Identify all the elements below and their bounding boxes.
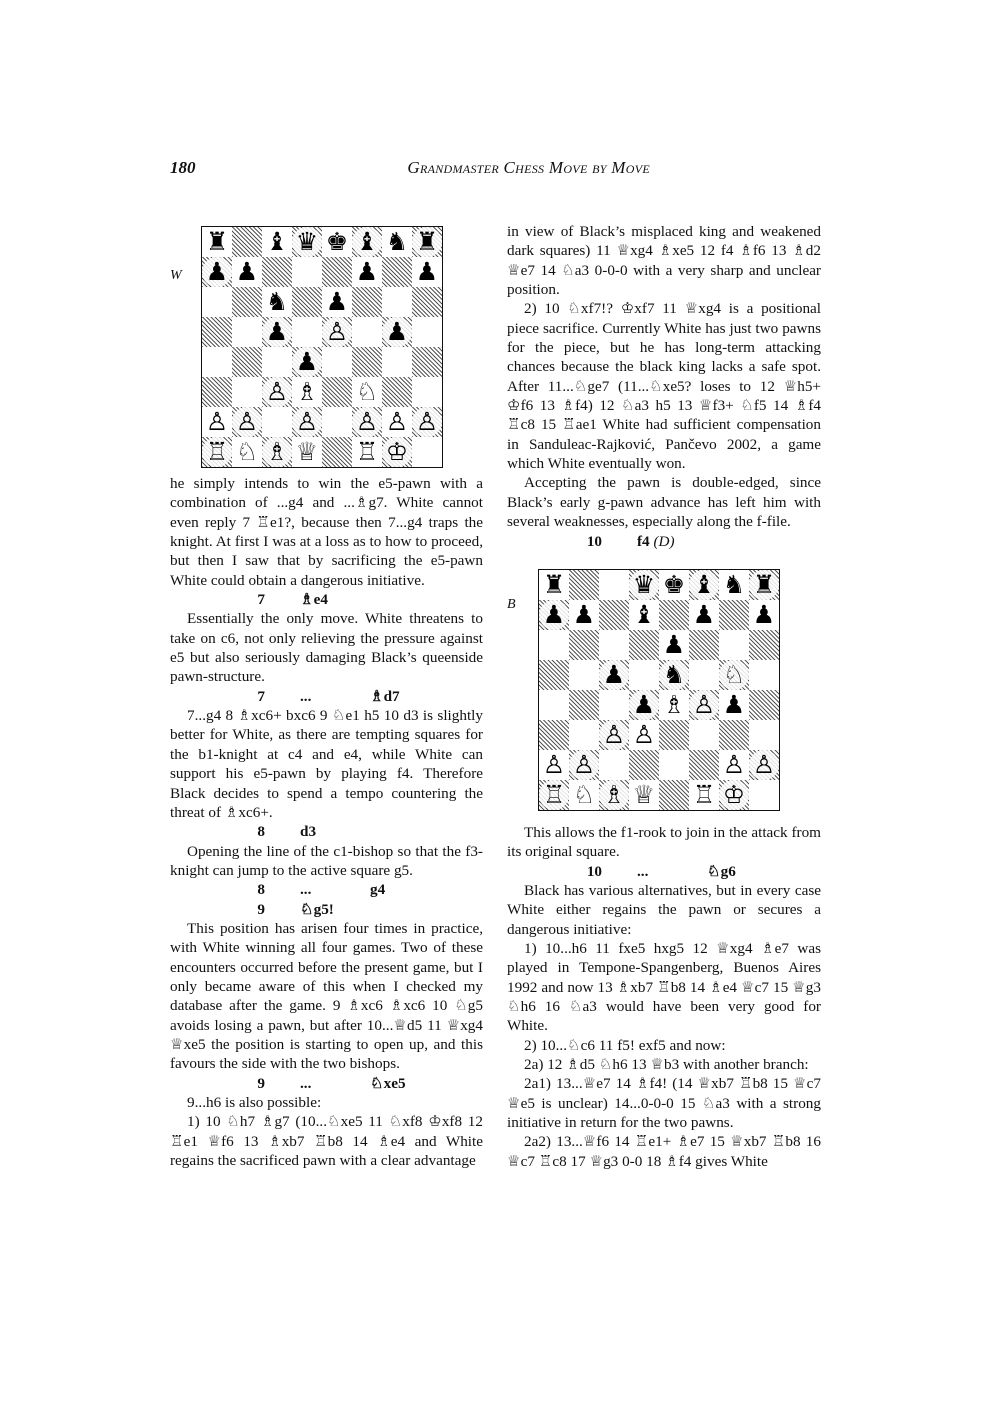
board-square xyxy=(689,660,719,690)
move-line xyxy=(170,880,483,899)
black-pawn-icon: ♟ xyxy=(662,629,686,659)
board-square xyxy=(539,630,569,660)
board-square xyxy=(292,437,322,467)
white-move: ♗e4 xyxy=(300,591,328,609)
board-square xyxy=(232,227,262,257)
black-pawn-icon: ♟ xyxy=(235,257,259,286)
board-square xyxy=(382,227,412,257)
board-square xyxy=(412,347,442,377)
white-pawn-icon: ♙ xyxy=(385,407,409,436)
white-pawn-icon: ♙ xyxy=(569,750,599,780)
board-square xyxy=(539,660,569,690)
black-king-icon: ♚ xyxy=(325,227,349,256)
board-square xyxy=(232,287,262,317)
paragraph: Opening the line of the c1-bishop so that the f3-knight can jump to the active square g5. xyxy=(170,842,483,879)
move-text: f4 xyxy=(637,532,650,550)
white-knight-icon: ♘ xyxy=(235,437,259,466)
board-square xyxy=(412,317,442,347)
white-move: ... xyxy=(300,687,312,705)
board-square xyxy=(202,377,232,407)
board-square xyxy=(629,720,659,750)
board-square xyxy=(412,407,442,437)
white-pawn-icon: ♙ xyxy=(632,719,656,749)
right-column xyxy=(507,222,821,1171)
white-pawn-icon: ♙ xyxy=(749,750,779,780)
board-square xyxy=(719,780,749,810)
board-square xyxy=(352,347,382,377)
white-king-icon: ♔ xyxy=(382,437,412,467)
board-square xyxy=(599,660,629,690)
move-number: 10 xyxy=(586,532,602,550)
black-knight-icon: ♞ xyxy=(385,227,409,256)
board-square xyxy=(689,630,719,660)
white-rook-icon: ♖ xyxy=(355,437,379,466)
board-square xyxy=(292,347,322,377)
board-square xyxy=(292,377,322,407)
board-square xyxy=(599,750,629,780)
board-square xyxy=(382,317,412,347)
board-square xyxy=(322,257,352,287)
white-pawn-icon: ♙ xyxy=(722,749,746,779)
white-knight-icon: ♘ xyxy=(355,377,379,406)
board-square xyxy=(412,437,442,467)
board-square xyxy=(569,690,599,720)
running-title: Grandmaster Chess Move by Move xyxy=(407,158,650,177)
board-square xyxy=(689,570,719,600)
board-square xyxy=(659,720,689,750)
board-square xyxy=(232,257,262,287)
board-square xyxy=(659,630,689,660)
board-square xyxy=(232,347,262,377)
black-queen-icon: ♛ xyxy=(292,227,322,257)
board-square xyxy=(352,257,382,287)
move-line xyxy=(170,822,483,841)
white-rook-icon: ♖ xyxy=(539,780,569,810)
board-square xyxy=(262,227,292,257)
board-square xyxy=(352,317,382,347)
board-square xyxy=(689,600,719,630)
board-square xyxy=(539,750,569,780)
board-square xyxy=(292,227,322,257)
move-line xyxy=(170,687,483,706)
black-pawn-icon: ♟ xyxy=(692,599,716,629)
board-square xyxy=(232,407,262,437)
board-square xyxy=(749,780,779,810)
diagram-1 xyxy=(170,222,483,474)
white-pawn-icon: ♙ xyxy=(352,407,382,437)
board-square xyxy=(629,750,659,780)
black-pawn-icon: ♟ xyxy=(292,347,322,377)
white-queen-icon: ♕ xyxy=(295,437,319,466)
board-square xyxy=(292,257,322,287)
board-square xyxy=(262,257,292,287)
paragraph: Black has various alternatives, but in every case White either regains the pawn or secures a dangerous initiative: xyxy=(507,881,821,938)
board-square xyxy=(352,407,382,437)
board-square xyxy=(382,347,412,377)
black-rook-icon: ♜ xyxy=(205,227,229,256)
white-bishop-icon: ♗ xyxy=(599,780,629,810)
board-square xyxy=(749,720,779,750)
black-king-icon: ♚ xyxy=(662,569,686,599)
white-queen-icon: ♕ xyxy=(632,779,656,809)
black-bishop-icon: ♝ xyxy=(265,227,289,256)
paragraph: 2) 10 ♘xf7!? ♔xf7 11 ♕xg4 is a positional piece sacrifice. Currently White has just two pawns for the piece, but he has long-term attacking chances because the black king lacks a safe spot. After 11...♘ge7 (11...♘xe5? loses to 12 ♕h5+ ♔f6 13 ♗f4) 12 ♘a3 h5 13 ♕f3+ ♘f5 14 ♗f4 ♖c8 15 ♖ae1 White had sufficient compensation in Sanduleac-Rajković, Pančevo 2002, a game which White eventually won. xyxy=(507,300,821,473)
black-pawn-icon: ♟ xyxy=(539,600,569,630)
board-square xyxy=(749,570,779,600)
board-square xyxy=(322,437,352,467)
board-square xyxy=(659,690,689,720)
white-rook-icon: ♖ xyxy=(692,779,716,809)
board-square xyxy=(382,287,412,317)
board-square xyxy=(599,720,629,750)
black-move: g4 xyxy=(370,881,386,899)
board-square xyxy=(262,287,292,317)
board-square xyxy=(352,437,382,467)
board-square xyxy=(689,720,719,750)
chess-board xyxy=(538,569,780,811)
board-square xyxy=(232,317,262,347)
move-number: 7 xyxy=(257,591,265,609)
chess-board xyxy=(201,226,443,468)
white-knight-icon: ♘ xyxy=(719,660,749,690)
white-pawn-icon: ♙ xyxy=(232,407,262,437)
board-square xyxy=(292,287,322,317)
board-square xyxy=(382,437,412,467)
board-square xyxy=(659,780,689,810)
white-move: ... xyxy=(300,1074,312,1092)
black-move: ♗d7 xyxy=(370,687,400,705)
board-square xyxy=(322,317,352,347)
white-bishop-icon: ♗ xyxy=(262,437,292,467)
paragraph: 1) 10...h6 11 fxe5 hxg5 12 ♕xg4 ♗e7 was played in Tempone-Spangenberg, Buenos Aires 1992 and now 13 ♗xb7 ♖b8 14 ♗e4 ♕c7 15 ♕g3 ♘h6 16 ♘a3 would have been very good for White. xyxy=(507,939,821,1035)
board-square xyxy=(629,570,659,600)
white-move xyxy=(602,532,690,551)
board-square xyxy=(629,600,659,630)
board-square xyxy=(659,600,689,630)
black-pawn-icon: ♟ xyxy=(722,689,746,719)
left-column xyxy=(170,222,483,1170)
board-square xyxy=(262,317,292,347)
board-square xyxy=(749,750,779,780)
board-square xyxy=(749,630,779,660)
black-pawn-icon: ♟ xyxy=(629,690,659,720)
white-pawn-icon: ♙ xyxy=(292,407,322,437)
board-square xyxy=(719,690,749,720)
black-pawn-icon: ♟ xyxy=(382,317,412,347)
paragraph: This allows the f1-rook to join in the attack from its original square. xyxy=(507,823,821,861)
white-move: ♘g5! xyxy=(300,900,334,918)
board-square xyxy=(599,570,629,600)
white-move: ... xyxy=(300,881,312,899)
black-pawn-icon: ♟ xyxy=(415,257,439,286)
paragraph: 2) 10...♘c6 11 f5! exf5 and now: xyxy=(524,1036,726,1054)
paragraph: 2a1) 13...♕e7 14 ♗f4! (14 ♕xb7 ♖b8 15 ♕c7 ♕e5 is unclear) 14...0-0-0 15 ♘a3 with a strong initiative in return for the two pawns. xyxy=(507,1075,821,1131)
board-square xyxy=(689,780,719,810)
black-rook-icon: ♜ xyxy=(412,227,442,257)
move-number: 10 xyxy=(586,862,602,880)
board-square xyxy=(412,377,442,407)
black-bishop-icon: ♝ xyxy=(689,570,719,600)
board-square xyxy=(322,227,352,257)
board-square xyxy=(629,660,659,690)
board-square xyxy=(412,227,442,257)
side-to-move-label: W xyxy=(170,268,182,283)
board-square xyxy=(232,377,262,407)
white-knight-icon: ♘ xyxy=(572,779,596,809)
paragraph: in view of Black’s misplaced king and weakened dark squares) 11 ♕xg4 ♗xe5 12 f4 ♗f6 13 ♗d2 ♕e7 14 ♘a3 0-0-0 with a very sharp and unclear position. xyxy=(507,223,821,299)
board-square xyxy=(322,377,352,407)
paragraph: 1) 10 ♘h7 ♗g7 (10...♘xe5 11 ♘xf8 ♔xf8 12 ♖e1 ♕f6 13 ♗xb7 ♖b8 14 ♗e4 and White regains the sacrificed pawn with a clear advantage xyxy=(170,1113,483,1170)
white-move: d3 xyxy=(300,823,317,841)
black-pawn-icon: ♟ xyxy=(599,660,629,690)
white-king-icon: ♔ xyxy=(719,780,749,810)
white-pawn-icon: ♙ xyxy=(262,377,292,407)
board-square xyxy=(659,750,689,780)
white-pawn-icon: ♙ xyxy=(412,407,442,437)
paragraph: 9...h6 is also possible: xyxy=(187,1094,322,1111)
board-square xyxy=(749,600,779,630)
board-square xyxy=(382,257,412,287)
board-square xyxy=(719,750,749,780)
black-knight-icon: ♞ xyxy=(722,569,746,599)
board-square xyxy=(689,750,719,780)
move-line xyxy=(507,862,821,881)
board-square xyxy=(749,660,779,690)
board-square xyxy=(539,600,569,630)
board-square xyxy=(382,377,412,407)
board-square xyxy=(719,600,749,630)
board-square xyxy=(352,287,382,317)
board-square xyxy=(352,377,382,407)
black-pawn-icon: ♟ xyxy=(752,599,776,629)
white-move: ... xyxy=(637,862,649,880)
board-square xyxy=(262,437,292,467)
board-square xyxy=(659,660,689,690)
board-square xyxy=(719,660,749,690)
paragraph: This position has arisen four times in practice, with White winning all four games. Two of these encounters occurred before the present game, but I only became aware of this when I checked my database after the game. 9 ♗xc6 ♗xc6 10 ♘g5 avoids losing a pawn, but after 10...♕d5 11 ♕xg4 ♕xe5 the position is starting to open up, and this favours the side with the two bishops. xyxy=(170,919,483,1073)
side-to-move-label: B xyxy=(507,596,516,612)
black-pawn-icon: ♟ xyxy=(202,257,232,287)
board-square xyxy=(599,780,629,810)
white-rook-icon: ♖ xyxy=(202,437,232,467)
diagram-2 xyxy=(507,551,821,823)
paragraph: 2a2) 13...♕f6 14 ♖e1+ ♗e7 15 ♕xb7 ♖b8 16 ♕c7 ♖c8 17 ♕g3 0-0 18 ♗f4 gives White xyxy=(507,1133,821,1170)
board-square xyxy=(322,407,352,437)
board-square xyxy=(719,720,749,750)
move-line xyxy=(170,900,483,919)
board-square xyxy=(719,630,749,660)
white-pawn-icon: ♙ xyxy=(205,407,229,436)
board-square xyxy=(292,407,322,437)
board-square xyxy=(539,690,569,720)
move-number: 9 xyxy=(257,900,265,918)
board-square xyxy=(749,690,779,720)
black-pawn-icon: ♟ xyxy=(572,599,596,629)
board-square xyxy=(202,407,232,437)
white-bishop-icon: ♗ xyxy=(662,689,686,719)
board-square xyxy=(322,347,352,377)
board-square xyxy=(569,780,599,810)
board-square xyxy=(719,570,749,600)
black-queen-icon: ♛ xyxy=(629,570,659,600)
board-square xyxy=(202,287,232,317)
white-pawn-icon: ♙ xyxy=(689,690,719,720)
board-square xyxy=(569,570,599,600)
board-square xyxy=(202,227,232,257)
board-square xyxy=(382,407,412,437)
black-pawn-icon: ♟ xyxy=(262,317,292,347)
board-square xyxy=(659,570,689,600)
move-line xyxy=(170,1074,483,1093)
move-line xyxy=(170,590,483,609)
move-number: 8 xyxy=(257,823,265,841)
board-square xyxy=(599,690,629,720)
black-move: ♘xe5 xyxy=(370,1074,406,1092)
board-square xyxy=(569,630,599,660)
board-square xyxy=(599,630,629,660)
black-pawn-icon: ♟ xyxy=(325,287,349,316)
board-square xyxy=(202,347,232,377)
board-square xyxy=(539,720,569,750)
paragraph: 2a) 12 ♗d5 ♘h6 13 ♕b3 with another branch: xyxy=(524,1055,809,1073)
page-header xyxy=(170,158,650,182)
page-number: 180 xyxy=(170,158,196,177)
board-square xyxy=(629,630,659,660)
paragraph: Accepting the pawn is double-edged, since Black’s early g-pawn advance has left him with several weaknesses, especially along the f-file. xyxy=(507,474,821,531)
diagram-annotation: (D) xyxy=(653,532,675,550)
board-square xyxy=(629,780,659,810)
move-number: 8 xyxy=(257,881,265,899)
board-square xyxy=(352,227,382,257)
move-line xyxy=(507,532,821,551)
board-square xyxy=(539,780,569,810)
black-rook-icon: ♜ xyxy=(749,570,779,600)
white-pawn-icon: ♙ xyxy=(322,317,352,347)
board-square xyxy=(202,437,232,467)
board-square xyxy=(202,257,232,287)
paragraph: he simply intends to win the e5-pawn with a combination of ...g4 and ...♗g7. White cannot even reply 7 ♖e1?, because then 7...g4 traps the knight. At first I was at a loss as to how to proceed, but then I saw that by sacrificing the e5-pawn White could obtain a dangerous initiative. xyxy=(170,475,483,589)
black-pawn-icon: ♟ xyxy=(355,257,379,286)
black-bishop-icon: ♝ xyxy=(632,599,656,629)
black-move: ♘g6 xyxy=(707,862,736,880)
board-square xyxy=(262,347,292,377)
board-square xyxy=(412,287,442,317)
black-knight-icon: ♞ xyxy=(265,287,289,316)
board-square xyxy=(202,317,232,347)
move-number: 7 xyxy=(257,687,265,705)
board-square xyxy=(569,720,599,750)
board-square xyxy=(569,750,599,780)
black-rook-icon: ♜ xyxy=(542,569,566,599)
board-square xyxy=(539,570,569,600)
board-square xyxy=(292,317,322,347)
board-square xyxy=(262,407,292,437)
board-square xyxy=(232,437,262,467)
paragraph: Essentially the only move. White threatens to take on c6, not only relieving the pressure against e5 but also seriously damaging Black’s queenside pawn-structure. xyxy=(170,610,483,686)
board-square xyxy=(689,690,719,720)
paragraph: 7...g4 8 ♗xc6+ bxc6 9 ♘e1 h5 10 d3 is slightly better for White, as there are tempting squares for the b1-knight at c4 and e4, while White can support his e5-pawn by playing f4. Therefore Black decides to spend a tempo countering the threat of ♗xc6+. xyxy=(170,707,483,821)
board-square xyxy=(412,257,442,287)
black-bishop-icon: ♝ xyxy=(352,227,382,257)
board-square xyxy=(569,660,599,690)
black-knight-icon: ♞ xyxy=(659,660,689,690)
board-square xyxy=(262,377,292,407)
board-square xyxy=(629,690,659,720)
board-square xyxy=(599,600,629,630)
white-pawn-icon: ♙ xyxy=(599,720,629,750)
board-square xyxy=(569,600,599,630)
white-pawn-icon: ♙ xyxy=(542,749,566,779)
white-bishop-icon: ♗ xyxy=(295,377,319,406)
move-number: 9 xyxy=(257,1074,265,1092)
board-square xyxy=(322,287,352,317)
